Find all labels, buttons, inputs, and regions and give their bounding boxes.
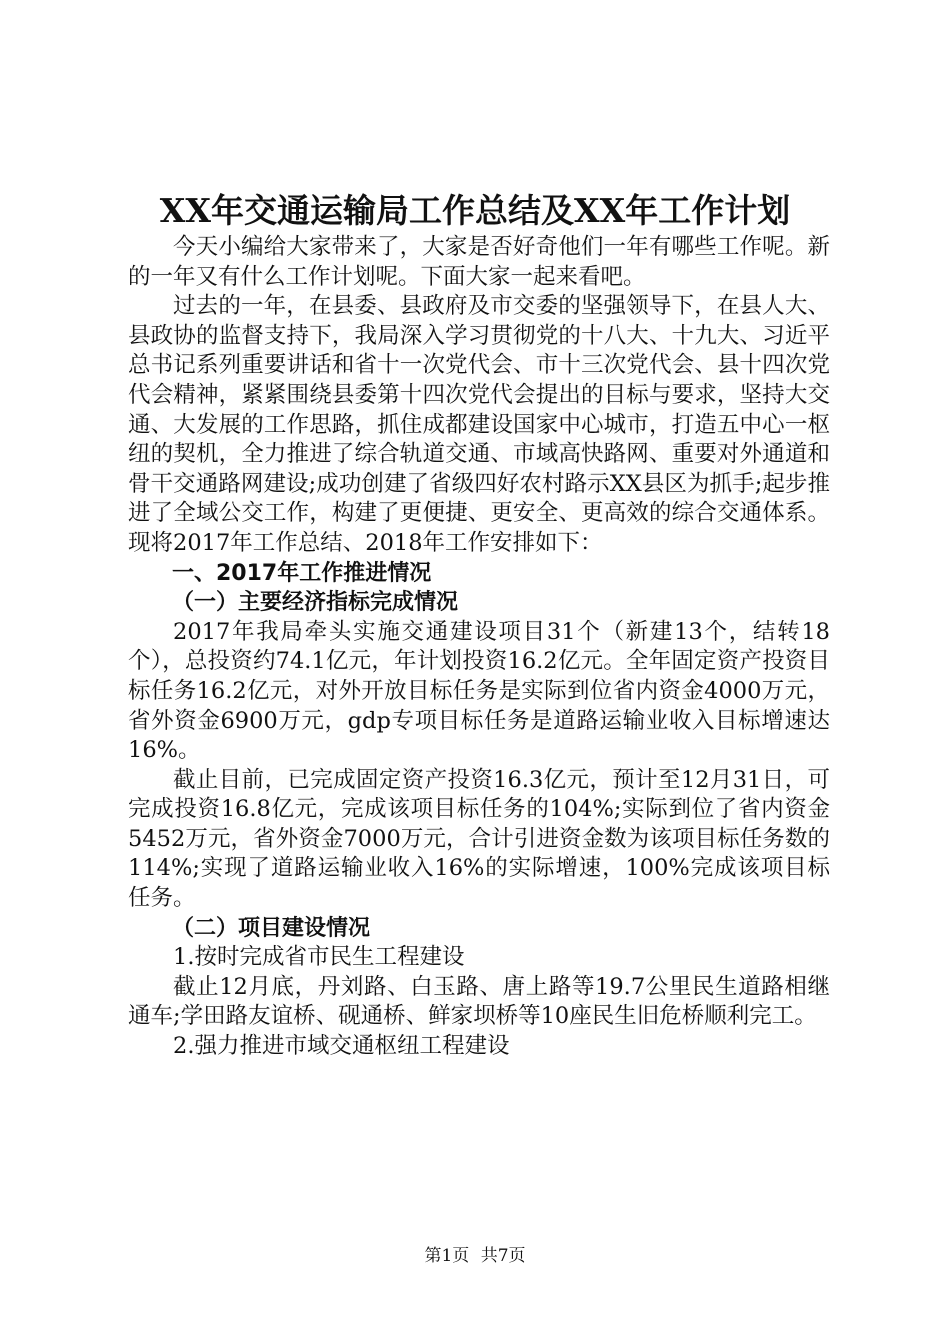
subsection-heading-1: （一）主要经济指标完成情况	[172, 590, 459, 616]
list-item-1: 1.按时完成省市民生工程建设	[173, 944, 465, 971]
paragraph-progress: 截止目前，已完成固定资产投资16.3亿元，预计至12月31日，可完成投资16.8亿元，完成该项目标任务的104%;实际到位了省内资金5452万元，省外资金7000万元，合计引进资金数为该项目标任务数的114%;实现了道路运输业收入16%的实际增速，100%完成该项目标任务。	[128, 766, 830, 912]
page-total: 共7页	[480, 1246, 526, 1266]
page-footer	[0, 1244, 950, 1268]
subsection-heading-2: （二）项目建设情况	[172, 915, 371, 941]
paragraph-overview: 过去的一年，在县委、县政府及市交委的坚强领导下，在县人大、县政协的监督支持下，我局深入学习贯彻党的十八大、十九大、习近平总书记系列重要讲话和省十一次党代会、市十三次党代会、县十四次党代会精神，紧紧围绕县委第十四次党代会提出的目标与要求，坚持大交通、大发展的工作思路，抓住成都建设国家中心城市，打造五中心一枢纽的契机，全力推进了综合轨道交通、市域高快路网、重要对外通道和骨干交通路网建设;成功创建了省级四好农村路示XX县区为抓手;起步推进了全域公交工作，构建了更便捷、更安全、更高效的综合交通体系。现将2017年工作总结、2018年工作安排如下：	[128, 293, 830, 556]
document-body	[128, 233, 830, 1062]
paragraph-indicators: 2017年我局牵头实施交通建设项目31个（新建13个，结转18个），总投资约74.1亿元，年计划投资16.2亿元。全年固定资产投资目标任务16.2亿元，对外开放目标任务是实际到位省内资金4000万元，省外资金6900万元，gdp专项目标任务是道路运输业收入目标增速达16%。	[128, 618, 830, 764]
section-heading-1: 一、2017年工作推进情况	[172, 560, 432, 586]
list-item-2: 2.强力推进市域交通枢纽工程建设	[173, 1033, 510, 1060]
paragraph-intro: 今天小编给大家带来了，大家是否好奇他们一年有哪些工作呢。新的一年又有什么工作计划呢。下面大家一起来看吧。	[128, 234, 830, 290]
paragraph-livelihood: 截止12月底，丹刘路、白玉路、唐上路等19.7公里民生道路相继通车;学田路友谊桥、砚通桥、鲜家坝桥等10座民生旧危桥顺利完工。	[128, 973, 830, 1030]
page-number: 第1页	[424, 1246, 470, 1266]
document-title: XX年交通运输局工作总结及XX年工作计划	[159, 191, 791, 230]
